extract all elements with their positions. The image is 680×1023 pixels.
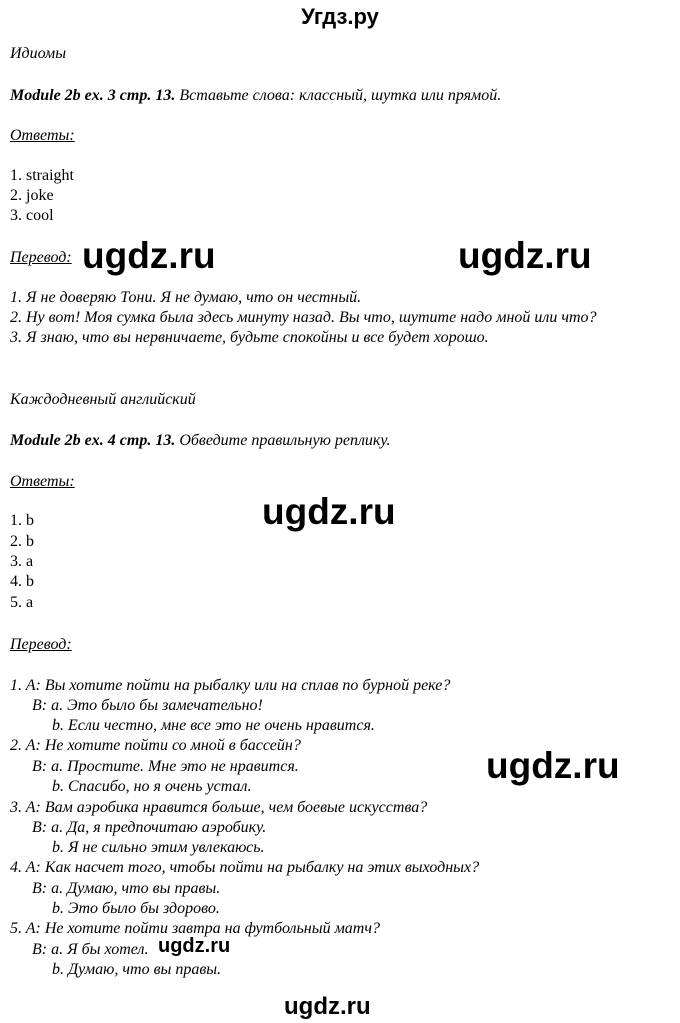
section2-heading: Каждодневный английский <box>10 391 196 408</box>
section1-translation-label: Перевод: <box>10 249 72 266</box>
section2-translation-label: Перевод: <box>10 636 72 653</box>
answer-item: 3. cool <box>10 207 54 224</box>
dialog-line: b. Это было бы здорово. <box>52 900 220 917</box>
dialog-line: b. Думаю, что вы правы. <box>52 961 222 978</box>
dialog-line: b. Если честно, мне все это не очень нравится. <box>52 717 375 734</box>
dialog-line: 3. A: Вам аэробика нравится больше, чем боевые искусства? <box>10 799 428 816</box>
answer-item: 1. b <box>10 512 34 529</box>
answer-item: 5. a <box>10 594 34 611</box>
section2-answers-label: Ответы: <box>10 473 75 490</box>
dialog-line: B: a. Я бы хотел. <box>32 941 149 958</box>
answer-item: 2. b <box>10 533 34 550</box>
watermark: ugdz.ru <box>458 235 592 276</box>
dialog-line: B: a. Думаю, что вы правы. <box>32 880 221 897</box>
translation-item: 3. Я знаю, что вы нервничаете, будьте спокойны и все будет хорошо. <box>10 329 489 346</box>
dialog-line: b. Спасибо, но я очень устал. <box>52 778 252 795</box>
dialog-line: B: a. Простите. Мне это не нравится. <box>32 758 299 775</box>
section2-task-ref: Module 2b ex. 4 стр. 13. <box>10 432 176 449</box>
section1-task-ref: Module 2b ex. 3 стр. 13. <box>10 87 176 104</box>
answer-item: 4. b <box>10 573 34 590</box>
section1-task-text: Вставьте слова: классный, шутка или прямой. <box>175 87 502 104</box>
dialog-line: 2. A: Не хотите пойти со мной в бассейн? <box>10 737 301 754</box>
site-title: Угдз.ру <box>301 4 379 29</box>
watermark: ugdz.ru <box>262 491 396 532</box>
watermark: ugdz.ru <box>284 993 371 1020</box>
section1-task <box>10 86 501 106</box>
section2-task-text: Обведите правильную реплику. <box>175 432 391 449</box>
translation-item: 1. Я не доверяю Тони. Я не думаю, что он честный. <box>10 289 362 306</box>
section1-answers-label: Ответы: <box>10 127 75 144</box>
dialog-line: 4. A: Как насчет того, чтобы пойти на рыбалку на этих выходных? <box>10 859 480 876</box>
dialog-line: B: a. Это было бы замечательно! <box>32 697 263 714</box>
answer-item: 2. joke <box>10 187 54 204</box>
dialog-line: 1. A: Вы хотите пойти на рыбалку или на сплав по бурной реке? <box>10 677 451 694</box>
dialog-line: b. Я не сильно этим увлекаюсь. <box>52 839 265 856</box>
dialog-line: B: a. Да, я предпочитаю аэробику. <box>32 819 267 836</box>
answer-item: 1. straight <box>10 167 74 184</box>
section1-heading: Идиомы <box>10 45 67 62</box>
dialog-line: 5. A: Не хотите пойти завтра на футбольный матч? <box>10 920 380 937</box>
watermark: ugdz.ru <box>486 745 620 786</box>
watermark: ugdz.ru <box>158 935 231 957</box>
translation-item: 2. Ну вот! Моя сумка была здесь минуту назад. Вы что, шутите надо мной или что? <box>10 309 597 326</box>
watermark: ugdz.ru <box>82 235 216 276</box>
section2-task <box>10 431 391 451</box>
answer-item: 3. a <box>10 553 34 570</box>
